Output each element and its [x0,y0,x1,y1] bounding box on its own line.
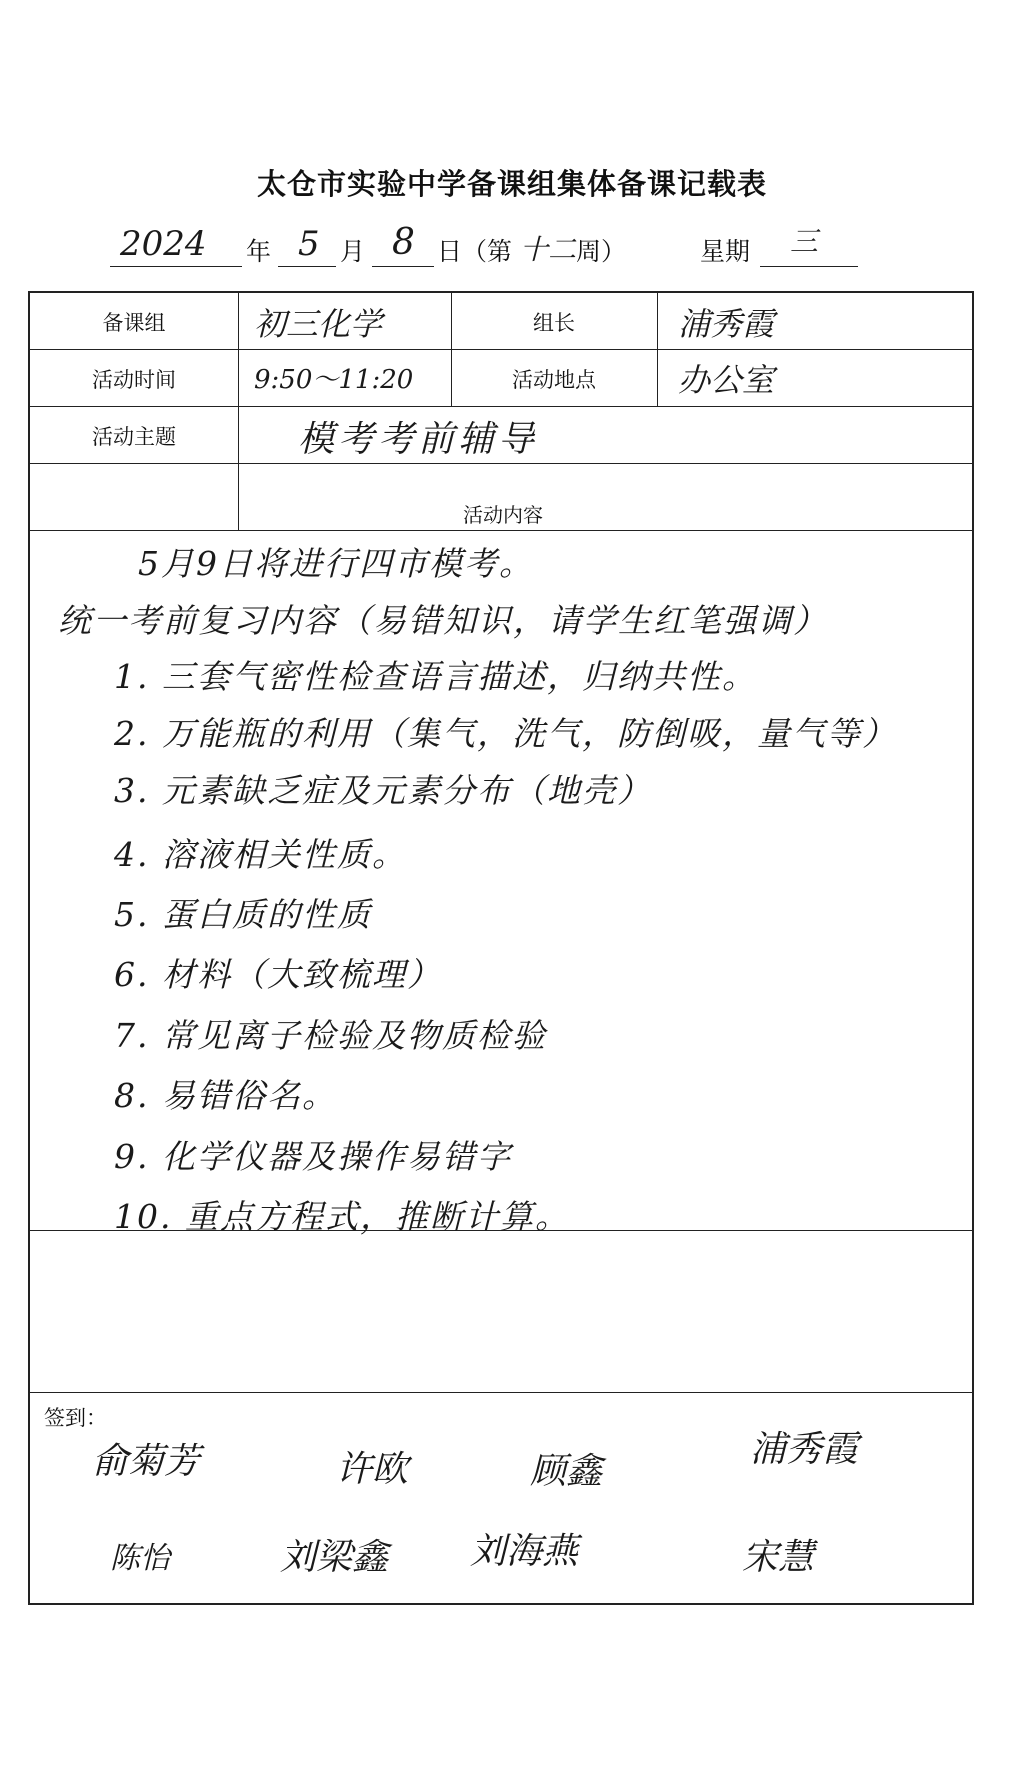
row-divider [30,530,972,531]
time-label: 活动时间 [92,368,176,392]
form-title: 太仓市实验中学备课组集体备课记载表 [256,167,767,201]
content-heading: 活动内容 [463,503,543,527]
row-divider [30,1392,972,1393]
content-line: 6. 材料（大致梳理） [114,955,442,994]
content-line: 4. 溶液相关性质。 [114,835,407,874]
group-value: 初三化学 [254,305,383,343]
year-underline [110,266,242,267]
date-line [0,222,1024,272]
weekday-label: 星期 [700,237,751,266]
week-number: 十二 [520,233,577,266]
content-line: 8. 易错俗名。 [114,1076,337,1115]
col-divider [238,293,239,530]
date-year: 2024 [120,224,207,264]
month-unit: 月 [340,237,366,266]
content-line: 2. 万能瓶的利用（集气，洗气，防倒吸，量气等） [114,714,897,753]
content-line: 9. 化学仪器及操作易错字 [114,1137,512,1176]
col-divider [657,293,658,406]
leader-value: 浦秀霞 [678,305,775,343]
row-divider [30,349,972,350]
signature: 陈怡 [110,1541,170,1576]
content-line: 10. 重点方程式，推断计算。 [114,1197,570,1236]
topic-label: 活动主题 [92,425,176,449]
row-divider [30,463,972,464]
date-day: 8 [392,222,415,263]
content-line: 7. 常见离子检验及物质检验 [114,1016,547,1055]
record-table [28,291,974,1605]
time-value: 9:50～11:20 [254,365,414,395]
day-unit: 日（第 [437,237,513,266]
topic-value: 模考考前辅导 [298,419,539,460]
place-label: 活动地点 [512,368,596,392]
day-underline [372,266,434,267]
weekday-underline [760,266,858,267]
content-line: 统一考前复习内容（易错知识，请学生红笔强调） [58,601,828,640]
signature: 俞菊芳 [92,1441,201,1482]
row-divider [30,406,972,407]
date-month: 5 [298,224,320,264]
signature: 顾鑫 [530,1451,603,1492]
year-unit: 年 [246,237,272,266]
sign-in-label: 签到： [44,1406,107,1430]
week-close: 周） [576,237,627,266]
content-line: 3. 元素缺乏症及元素分布（地壳） [114,771,652,810]
group-label: 备课组 [102,311,166,335]
signature: 许欧 [336,1449,409,1490]
signature: 宋慧 [742,1537,815,1578]
place-value: 办公室 [678,361,775,399]
month-underline [278,266,336,267]
content-line: 5月9日将进行四市模考。 [138,544,534,583]
leader-label: 组长 [533,311,575,335]
signature: 浦秀霞 [750,1429,859,1470]
content-line: 5. 蛋白质的性质 [114,895,372,934]
signature: 刘海燕 [470,1531,579,1572]
signature: 刘梁鑫 [280,1537,389,1578]
weekday-value: 三 [790,225,819,258]
content-line: 1. 三套气密性检查语言描述，归纳共性。 [114,657,757,696]
